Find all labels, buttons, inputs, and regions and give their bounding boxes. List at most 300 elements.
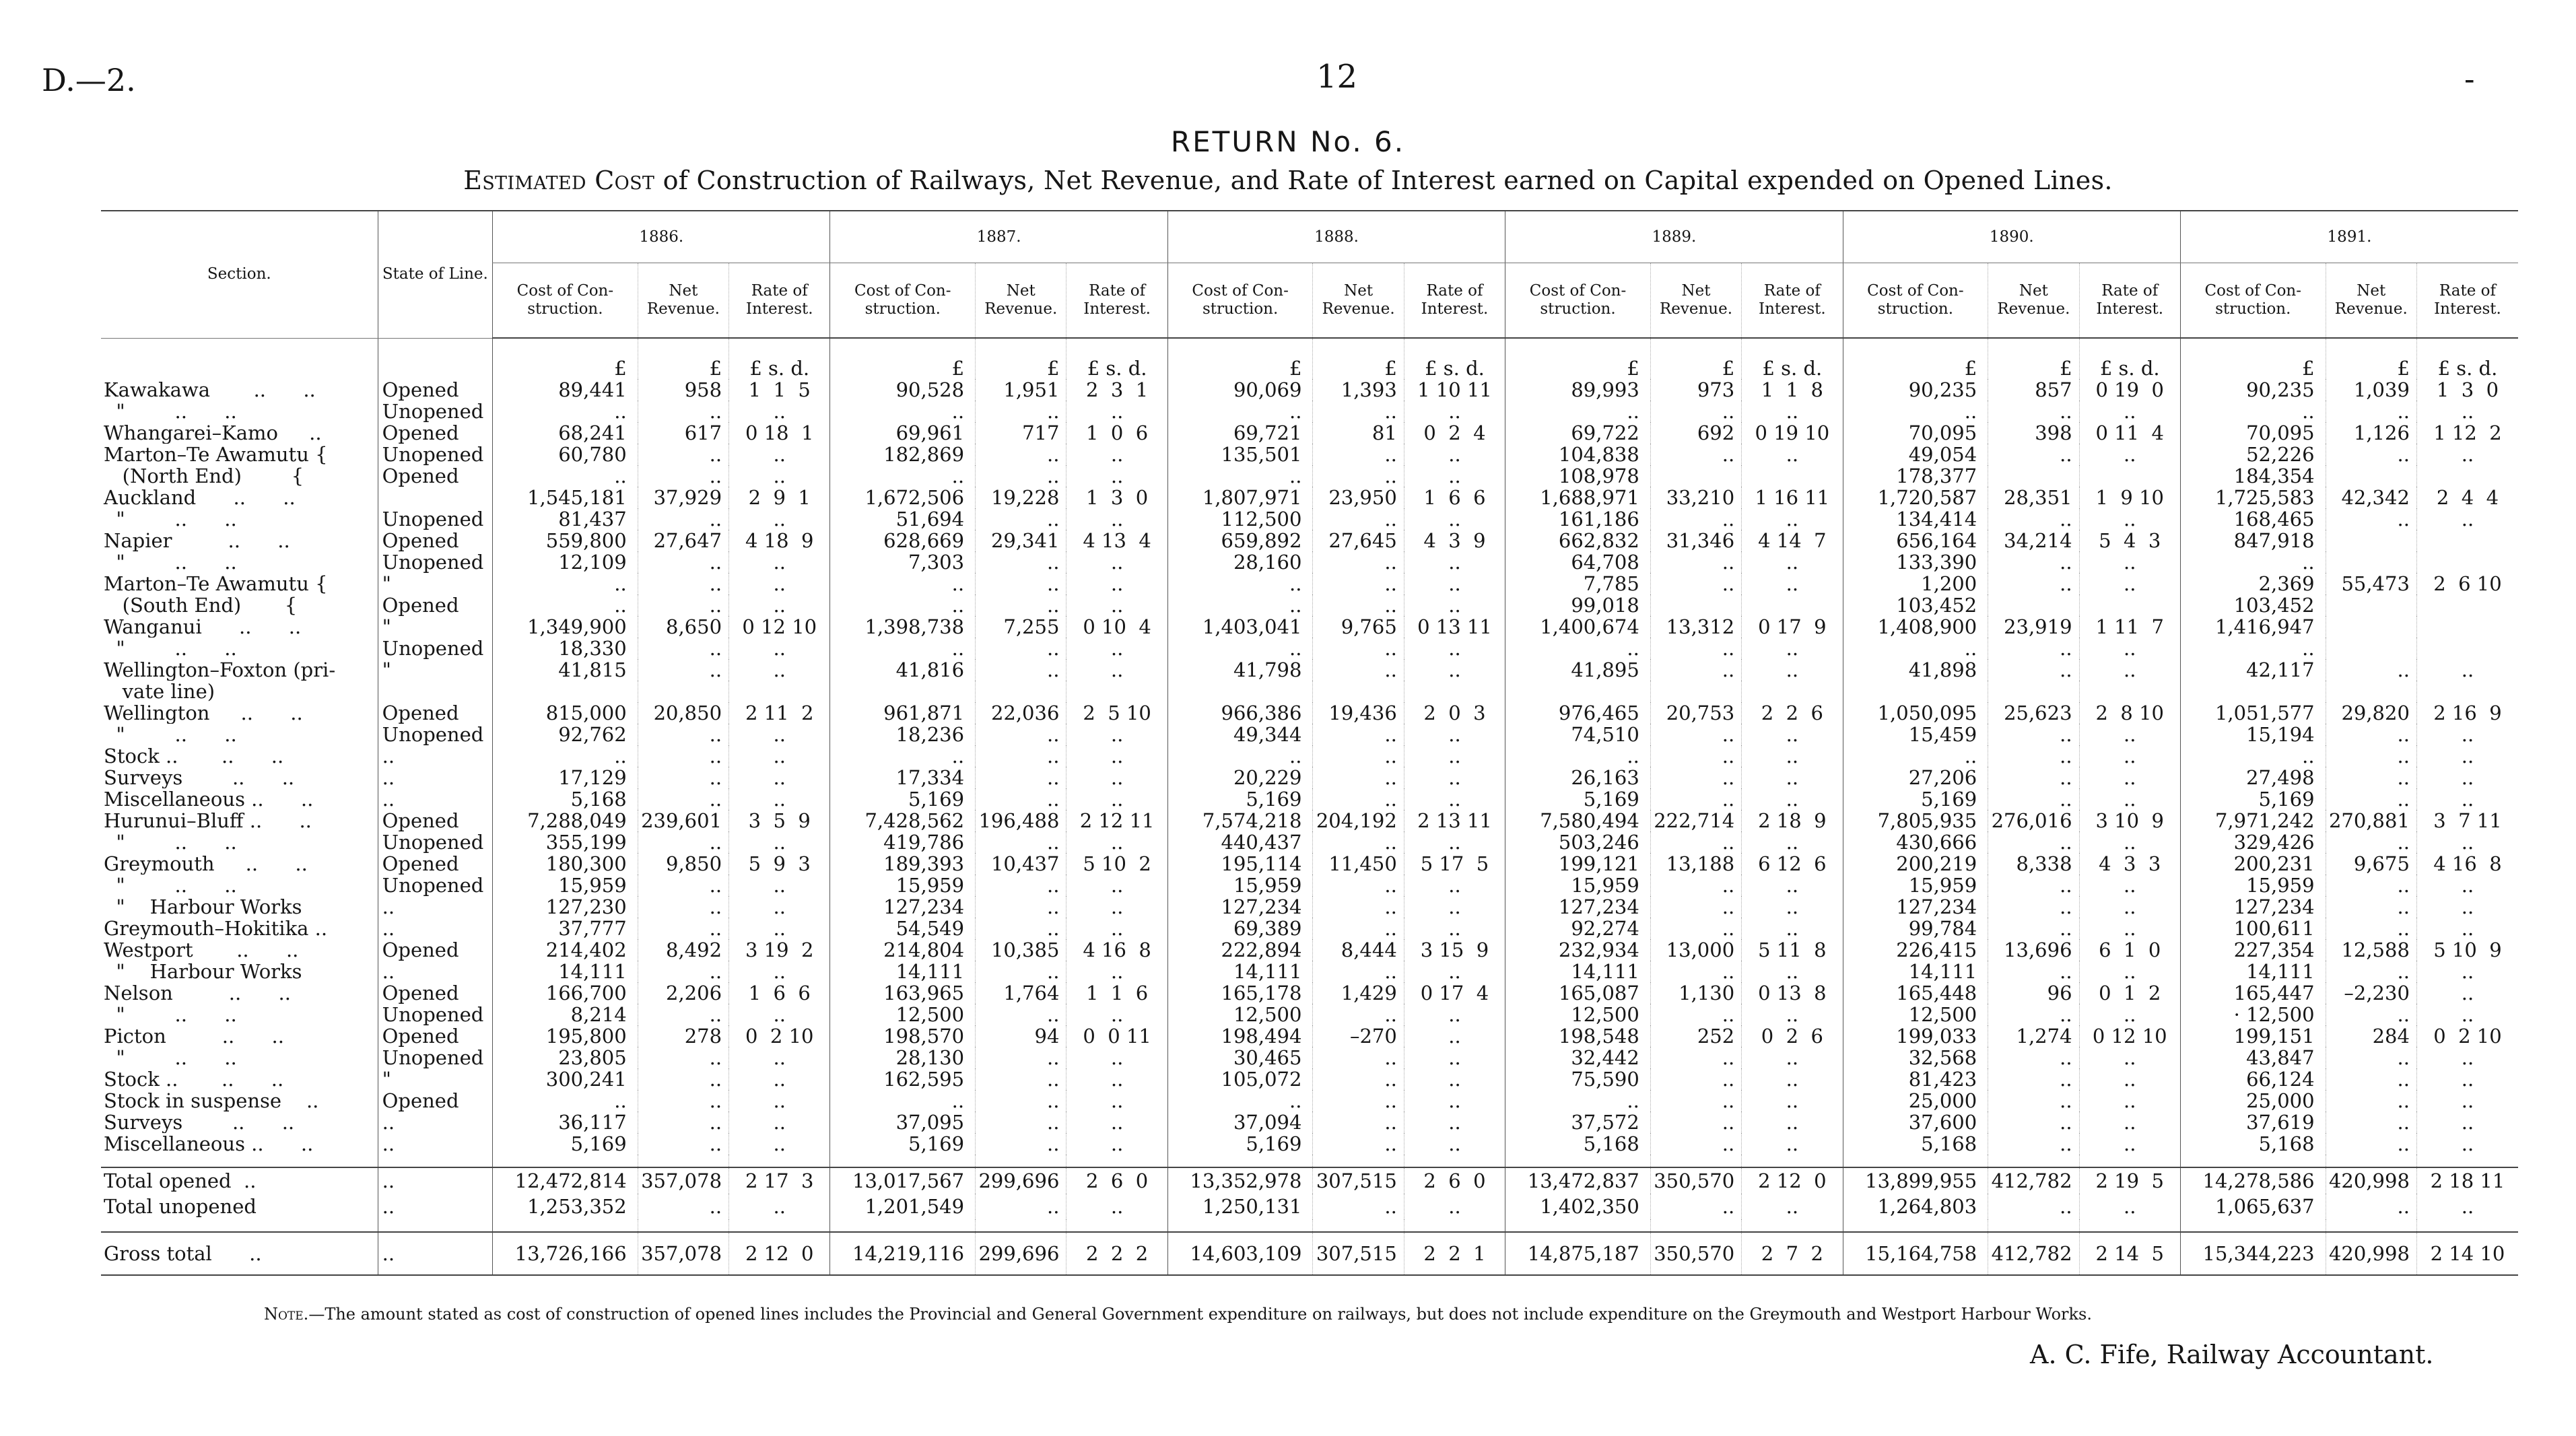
cost-cell: 127,230 xyxy=(493,896,638,918)
table-row xyxy=(101,1068,2518,1090)
cost-cell: 7,428,562 xyxy=(830,810,976,831)
line-state: Opened xyxy=(378,530,492,551)
rate-cell: .. xyxy=(729,401,830,422)
cost-cell: 90,235 xyxy=(2180,379,2326,401)
rate-header: Rate of Interest. xyxy=(1742,263,1843,339)
rate-cell: .. xyxy=(1742,1090,1843,1112)
net-revenue-cell xyxy=(2326,1219,2416,1232)
rate-cell: £ s. d. xyxy=(2416,338,2518,379)
net-revenue-cell: 96 xyxy=(1988,982,2079,1004)
cost-cell xyxy=(1843,681,1988,702)
cost-cell xyxy=(830,681,976,702)
cost-cell: 8,214 xyxy=(493,1004,638,1025)
cost-cell: 30,465 xyxy=(1167,1047,1313,1068)
cost-header: Cost of Con- struction. xyxy=(493,263,638,339)
rate-cell: .. xyxy=(1066,465,1167,487)
rate-cell: .. xyxy=(729,831,830,853)
cost-cell: .. xyxy=(1843,401,1988,422)
net-revenue-header: Net Revenue. xyxy=(638,263,728,339)
net-revenue-cell: .. xyxy=(1650,724,1741,745)
section-name: Surveys .. .. xyxy=(104,1112,295,1133)
net-revenue-cell: .. xyxy=(1988,638,2079,659)
cost-cell xyxy=(1843,1155,1988,1167)
net-revenue-cell: .. xyxy=(1988,551,2079,573)
rate-cell: 1 1 6 xyxy=(1066,982,1167,1004)
cost-cell: .. xyxy=(493,465,638,487)
rate-header: Rate of Interest. xyxy=(1066,263,1167,339)
section-name: " .. .. xyxy=(104,724,237,745)
net-revenue-cell: 196,488 xyxy=(976,810,1066,831)
rate-cell: 4 16 8 xyxy=(1066,939,1167,961)
rate-cell: .. xyxy=(1404,444,1505,465)
line-state: .. xyxy=(378,767,492,788)
cost-cell: 14,111 xyxy=(493,961,638,982)
section-name: Miscellaneous .. .. xyxy=(104,1133,314,1155)
rate-cell xyxy=(1066,1155,1167,1167)
rate-cell: .. xyxy=(1404,767,1505,788)
rate-cell xyxy=(1066,681,1167,702)
section-name: Auckland .. .. xyxy=(104,487,296,508)
net-revenue-cell xyxy=(2326,551,2416,573)
section-name: Nelson .. .. xyxy=(104,982,291,1004)
net-revenue-cell: .. xyxy=(2326,961,2416,982)
year-header: 1888. xyxy=(1167,211,1505,263)
rate-cell: 1 3 0 xyxy=(1066,487,1167,508)
line-state: Opened xyxy=(378,1025,492,1047)
rate-cell: 2 6 0 xyxy=(1066,1167,1167,1194)
cost-cell: 127,234 xyxy=(1843,896,1988,918)
rate-cell: .. xyxy=(2416,1047,2518,1068)
net-revenue-cell: .. xyxy=(976,896,1066,918)
cost-cell: 104,838 xyxy=(1505,444,1651,465)
table-row xyxy=(101,573,2518,594)
section-name: " .. .. xyxy=(104,508,237,530)
rate-cell: 0 0 11 xyxy=(1066,1025,1167,1047)
cost-cell: 5,168 xyxy=(1505,1133,1651,1155)
net-revenue-cell: .. xyxy=(976,508,1066,530)
cost-cell: 5,169 xyxy=(830,1133,976,1155)
net-revenue-cell: .. xyxy=(976,444,1066,465)
net-revenue-cell: .. xyxy=(638,1068,728,1090)
railway-return-table xyxy=(101,210,2518,1276)
net-revenue-cell: .. xyxy=(638,659,728,681)
rate-cell: 2 6 10 xyxy=(2416,573,2518,594)
net-revenue-cell: 350,570 xyxy=(1650,1167,1741,1194)
net-revenue-cell: .. xyxy=(1988,724,2079,745)
net-revenue-cell: 8,444 xyxy=(1313,939,1404,961)
net-revenue-cell xyxy=(2326,594,2416,616)
rate-cell xyxy=(2416,594,2518,616)
rate-cell: 2 18 9 xyxy=(1742,810,1843,831)
rate-cell: .. xyxy=(1404,401,1505,422)
rate-cell: 0 12 10 xyxy=(2079,1025,2180,1047)
net-revenue-cell: .. xyxy=(976,1047,1066,1068)
net-revenue-cell: .. xyxy=(1988,767,2079,788)
rate-cell: 4 18 9 xyxy=(729,530,830,551)
rate-cell: .. xyxy=(1066,831,1167,853)
cost-cell: 14,278,586 xyxy=(2180,1167,2326,1194)
table-header xyxy=(101,211,2518,338)
net-revenue-cell: .. xyxy=(976,1112,1066,1133)
cost-cell: 232,934 xyxy=(1505,939,1651,961)
cost-cell: 14,111 xyxy=(830,961,976,982)
section-name: " .. .. xyxy=(104,875,237,896)
section-name: vate line) xyxy=(104,681,215,702)
table-row xyxy=(101,724,2518,745)
rate-cell: 0 1 2 xyxy=(2079,982,2180,1004)
net-revenue-cell: .. xyxy=(2326,724,2416,745)
cost-cell: 99,784 xyxy=(1843,918,1988,939)
cost-cell: 161,186 xyxy=(1505,508,1651,530)
rate-cell: .. xyxy=(2416,1004,2518,1025)
net-revenue-cell xyxy=(1313,681,1404,702)
rate-cell: .. xyxy=(2079,767,2180,788)
line-state: Opened xyxy=(378,702,492,724)
cost-cell: 12,500 xyxy=(1843,1004,1988,1025)
section-name: Miscellaneous .. .. xyxy=(104,788,314,810)
rate-header: Rate of Interest. xyxy=(2079,263,2180,339)
cost-cell: 165,448 xyxy=(1843,982,1988,1004)
cost-cell: 15,959 xyxy=(1167,875,1313,896)
rate-cell xyxy=(2079,1155,2180,1167)
line-state: Unopened xyxy=(378,875,492,896)
net-revenue-cell: .. xyxy=(1313,961,1404,982)
cost-cell: 14,111 xyxy=(1505,961,1651,982)
cost-cell: 13,899,955 xyxy=(1843,1167,1988,1194)
rate-cell: 1 6 6 xyxy=(729,982,830,1004)
cost-cell: .. xyxy=(1167,465,1313,487)
net-revenue-cell: 1,764 xyxy=(976,982,1066,1004)
rate-cell: .. xyxy=(1742,551,1843,573)
table-row xyxy=(101,875,2518,896)
net-revenue-cell: .. xyxy=(976,724,1066,745)
net-revenue-cell: .. xyxy=(2326,401,2416,422)
rate-cell: .. xyxy=(1066,1194,1167,1219)
table-row xyxy=(101,616,2518,638)
rate-cell: 5 11 8 xyxy=(1742,939,1843,961)
cost-cell: 51,694 xyxy=(830,508,976,530)
rate-cell: .. xyxy=(1066,1068,1167,1090)
cost-cell: 103,452 xyxy=(1843,594,1988,616)
section-name: Whangarei–Kamo .. xyxy=(104,422,322,444)
line-state: Unopened xyxy=(378,831,492,853)
net-revenue-header: Net Revenue. xyxy=(1313,263,1404,339)
net-revenue-cell: .. xyxy=(1313,745,1404,767)
section-name: Greymouth .. .. xyxy=(104,853,308,875)
rate-cell xyxy=(1742,681,1843,702)
rate-cell xyxy=(729,1155,830,1167)
net-revenue-cell: 617 xyxy=(638,422,728,444)
rate-cell: 1 1 5 xyxy=(729,379,830,401)
rate-cell: .. xyxy=(1742,745,1843,767)
rate-cell: .. xyxy=(729,961,830,982)
net-revenue-cell: 252 xyxy=(1650,1025,1741,1047)
cost-cell: 64,708 xyxy=(1505,551,1651,573)
line-state: " xyxy=(378,659,492,681)
cost-cell: 189,393 xyxy=(830,853,976,875)
line-state: Opened xyxy=(378,853,492,875)
rate-cell: .. xyxy=(1404,1047,1505,1068)
section-name xyxy=(101,1155,378,1167)
rate-cell: .. xyxy=(1742,659,1843,681)
net-revenue-cell: 1,130 xyxy=(1650,982,1741,1004)
net-revenue-cell: 1,429 xyxy=(1313,982,1404,1004)
cost-cell: 81,437 xyxy=(493,508,638,530)
net-revenue-cell: .. xyxy=(1650,1047,1741,1068)
cost-cell: 23,805 xyxy=(493,1047,638,1068)
net-revenue-cell: .. xyxy=(976,1090,1066,1112)
line-state xyxy=(378,338,492,379)
net-revenue-cell: 13,312 xyxy=(1650,616,1741,638)
net-revenue-cell: .. xyxy=(976,961,1066,982)
rate-cell: .. xyxy=(1404,573,1505,594)
section-name: Stock .. .. .. xyxy=(104,1068,284,1090)
rate-cell: .. xyxy=(2416,961,2518,982)
cost-cell: 89,441 xyxy=(493,379,638,401)
net-revenue-cell: .. xyxy=(1988,1194,2079,1219)
net-revenue-cell: .. xyxy=(1988,918,2079,939)
page-number: 12 xyxy=(1316,58,1358,96)
net-revenue-cell: 33,210 xyxy=(1650,487,1741,508)
rate-cell: .. xyxy=(1066,767,1167,788)
table-row xyxy=(101,681,2518,702)
cost-cell: 214,804 xyxy=(830,939,976,961)
cost-cell: 92,274 xyxy=(1505,918,1651,939)
rate-cell: .. xyxy=(2416,896,2518,918)
rate-cell: .. xyxy=(1742,831,1843,853)
rate-cell: 1 0 6 xyxy=(1066,422,1167,444)
rate-cell: 2 14 10 xyxy=(2416,1232,2518,1275)
rate-cell: .. xyxy=(2416,1090,2518,1112)
cost-cell: 37,572 xyxy=(1505,1112,1651,1133)
net-revenue-cell: 10,385 xyxy=(976,939,1066,961)
rate-cell: 2 9 1 xyxy=(729,487,830,508)
rate-cell: .. xyxy=(1404,1025,1505,1047)
rate-cell: .. xyxy=(2079,918,2180,939)
net-revenue-cell: .. xyxy=(1650,896,1741,918)
net-revenue-cell: .. xyxy=(638,551,728,573)
net-revenue-cell: 1,039 xyxy=(2326,379,2416,401)
section-name: Greymouth–Hokitika .. xyxy=(104,918,328,939)
net-revenue-cell: .. xyxy=(638,875,728,896)
net-revenue-cell xyxy=(2326,1155,2416,1167)
cost-cell: 42,117 xyxy=(2180,659,2326,681)
rate-cell: 5 9 3 xyxy=(729,853,830,875)
rate-cell: .. xyxy=(2416,767,2518,788)
cost-cell: 15,959 xyxy=(1843,875,1988,896)
rate-cell xyxy=(2079,594,2180,616)
cost-cell xyxy=(2180,681,2326,702)
rate-cell: .. xyxy=(2079,444,2180,465)
rate-cell: 3 10 9 xyxy=(2079,810,2180,831)
cost-cell: 165,087 xyxy=(1505,982,1651,1004)
line-state: " xyxy=(378,616,492,638)
rate-cell: 4 16 8 xyxy=(2416,853,2518,875)
net-revenue-cell: .. xyxy=(638,961,728,982)
cost-cell xyxy=(2180,1155,2326,1167)
net-revenue-cell: .. xyxy=(1988,1112,2079,1133)
rate-cell: 2 12 11 xyxy=(1066,810,1167,831)
rate-cell: .. xyxy=(2079,1004,2180,1025)
net-revenue-cell xyxy=(1650,594,1741,616)
cost-cell: 5,168 xyxy=(2180,1133,2326,1155)
rate-cell: .. xyxy=(2079,1090,2180,1112)
rate-cell: 6 12 6 xyxy=(1742,853,1843,875)
cost-cell: .. xyxy=(2180,401,2326,422)
cost-cell xyxy=(2180,1219,2326,1232)
cost-cell: 440,437 xyxy=(1167,831,1313,853)
line-state xyxy=(378,1155,492,1167)
rate-cell: .. xyxy=(729,508,830,530)
net-revenue-cell: .. xyxy=(638,788,728,810)
line-state: Unopened xyxy=(378,508,492,530)
cost-cell: 54,549 xyxy=(830,918,976,939)
net-revenue-cell: .. xyxy=(638,1133,728,1155)
net-revenue-cell: .. xyxy=(638,465,728,487)
table-row xyxy=(101,508,2518,530)
table-row xyxy=(101,853,2518,875)
cost-cell: 26,163 xyxy=(1505,767,1651,788)
rate-cell: 1 3 0 xyxy=(2416,379,2518,401)
title-lead: Estimated xyxy=(463,166,586,195)
net-revenue-cell: .. xyxy=(1650,638,1741,659)
rate-cell: .. xyxy=(729,444,830,465)
line-state xyxy=(378,487,492,508)
cost-cell: .. xyxy=(1167,745,1313,767)
net-revenue-cell: 20,850 xyxy=(638,702,728,724)
rate-cell: .. xyxy=(1404,551,1505,573)
cost-cell: .. xyxy=(493,745,638,767)
rate-cell: .. xyxy=(2416,831,2518,853)
cost-cell: 200,231 xyxy=(2180,853,2326,875)
net-revenue-cell: 1,393 xyxy=(1313,379,1404,401)
rate-cell: .. xyxy=(1404,875,1505,896)
net-revenue-cell: .. xyxy=(976,767,1066,788)
rate-cell: .. xyxy=(2079,573,2180,594)
rate-cell: .. xyxy=(1742,508,1843,530)
rate-cell: .. xyxy=(1404,745,1505,767)
table-row xyxy=(101,939,2518,961)
net-revenue-cell: –2,230 xyxy=(2326,982,2416,1004)
cost-cell: 182,869 xyxy=(830,444,976,465)
table-row xyxy=(101,767,2518,788)
rate-cell: 0 13 8 xyxy=(1742,982,1843,1004)
cost-cell: 13,472,837 xyxy=(1505,1167,1651,1194)
net-revenue-cell: .. xyxy=(1988,401,2079,422)
cost-cell: .. xyxy=(830,1090,976,1112)
cost-cell: 503,246 xyxy=(1505,831,1651,853)
title-rest: of Construction of Railways, Net Revenue, and Rate of Interest earned on Capital expended on Opened Lines. xyxy=(663,166,2113,195)
line-state: Unopened xyxy=(378,401,492,422)
line-state xyxy=(378,681,492,702)
table-row xyxy=(101,487,2518,508)
rate-cell: 2 3 1 xyxy=(1066,379,1167,401)
cost-cell: 1,807,971 xyxy=(1167,487,1313,508)
rate-cell: 2 0 3 xyxy=(1404,702,1505,724)
rate-header: Rate of Interest. xyxy=(2416,263,2518,339)
net-revenue-cell xyxy=(638,1219,728,1232)
rate-cell: .. xyxy=(729,767,830,788)
net-revenue-cell xyxy=(2326,465,2416,487)
net-revenue-cell: .. xyxy=(1650,1133,1741,1155)
net-revenue-cell: .. xyxy=(1988,1004,2079,1025)
rate-cell: .. xyxy=(1404,594,1505,616)
net-revenue-cell: £ xyxy=(2326,338,2416,379)
line-state: .. xyxy=(378,896,492,918)
net-revenue-cell: .. xyxy=(1650,659,1741,681)
section-name: Wellington–Foxton (pri- xyxy=(104,659,336,681)
rate-cell: .. xyxy=(2079,724,2180,745)
cost-cell: 13,017,567 xyxy=(830,1167,976,1194)
note-text: —The amount stated as cost of construction of opened lines includes the Provincial and General Government expenditure on railways, but does not include expenditure on the Greymouth and Westport Harbour Works. xyxy=(308,1305,2092,1324)
rate-cell xyxy=(729,1219,830,1232)
rate-cell: 2 4 4 xyxy=(2416,487,2518,508)
cost-cell: 69,721 xyxy=(1167,422,1313,444)
net-revenue-cell: .. xyxy=(1650,831,1741,853)
rate-cell: .. xyxy=(1066,745,1167,767)
cost-cell: 108,978 xyxy=(1505,465,1651,487)
net-revenue-cell xyxy=(2326,616,2416,638)
table-row xyxy=(101,444,2518,465)
rate-cell: .. xyxy=(2416,1068,2518,1090)
state-header: State of Line. xyxy=(378,211,492,338)
cost-cell: 198,494 xyxy=(1167,1025,1313,1047)
rate-cell: .. xyxy=(1742,767,1843,788)
rate-cell: .. xyxy=(2416,745,2518,767)
cost-cell: 1,403,041 xyxy=(1167,616,1313,638)
line-state: Unopened xyxy=(378,551,492,573)
line-state: " xyxy=(378,573,492,594)
net-revenue-cell: .. xyxy=(1988,745,2079,767)
cost-cell: £ xyxy=(493,338,638,379)
section-name: Stock in suspense .. xyxy=(104,1090,319,1112)
cost-cell: 961,871 xyxy=(830,702,976,724)
cost-cell: 7,303 xyxy=(830,551,976,573)
cost-cell: 28,130 xyxy=(830,1047,976,1068)
section-name: " .. .. xyxy=(104,638,237,659)
net-revenue-cell xyxy=(638,1155,728,1167)
rate-cell: .. xyxy=(1742,788,1843,810)
rate-cell xyxy=(1404,1155,1505,1167)
net-revenue-cell: .. xyxy=(976,918,1066,939)
rate-header: Rate of Interest. xyxy=(729,263,830,339)
net-revenue-cell: .. xyxy=(976,745,1066,767)
cost-cell: 195,800 xyxy=(493,1025,638,1047)
rate-cell xyxy=(1742,1219,1843,1232)
section-name: (North End) { xyxy=(104,465,304,487)
net-revenue-cell: .. xyxy=(1650,1004,1741,1025)
section-name: Total unopened xyxy=(104,1195,257,1218)
cost-cell: .. xyxy=(493,401,638,422)
rate-cell: .. xyxy=(729,896,830,918)
cost-cell: 134,414 xyxy=(1843,508,1988,530)
cost-cell: 5,169 xyxy=(1505,788,1651,810)
rate-cell: 1 10 11 xyxy=(1404,379,1505,401)
rate-cell: .. xyxy=(1066,444,1167,465)
line-state: .. xyxy=(378,745,492,767)
rate-cell: £ s. d. xyxy=(1742,338,1843,379)
rate-cell: 2 17 3 xyxy=(729,1167,830,1194)
cost-cell: 1,349,900 xyxy=(493,616,638,638)
net-revenue-cell: .. xyxy=(1313,1133,1404,1155)
line-state: Opened xyxy=(378,594,492,616)
line-state: .. xyxy=(378,961,492,982)
cost-header: Cost of Con- struction. xyxy=(1167,263,1313,339)
table-row xyxy=(101,1025,2518,1047)
table-row xyxy=(101,1112,2518,1133)
net-revenue-cell xyxy=(2326,530,2416,551)
rate-cell: .. xyxy=(1404,896,1505,918)
